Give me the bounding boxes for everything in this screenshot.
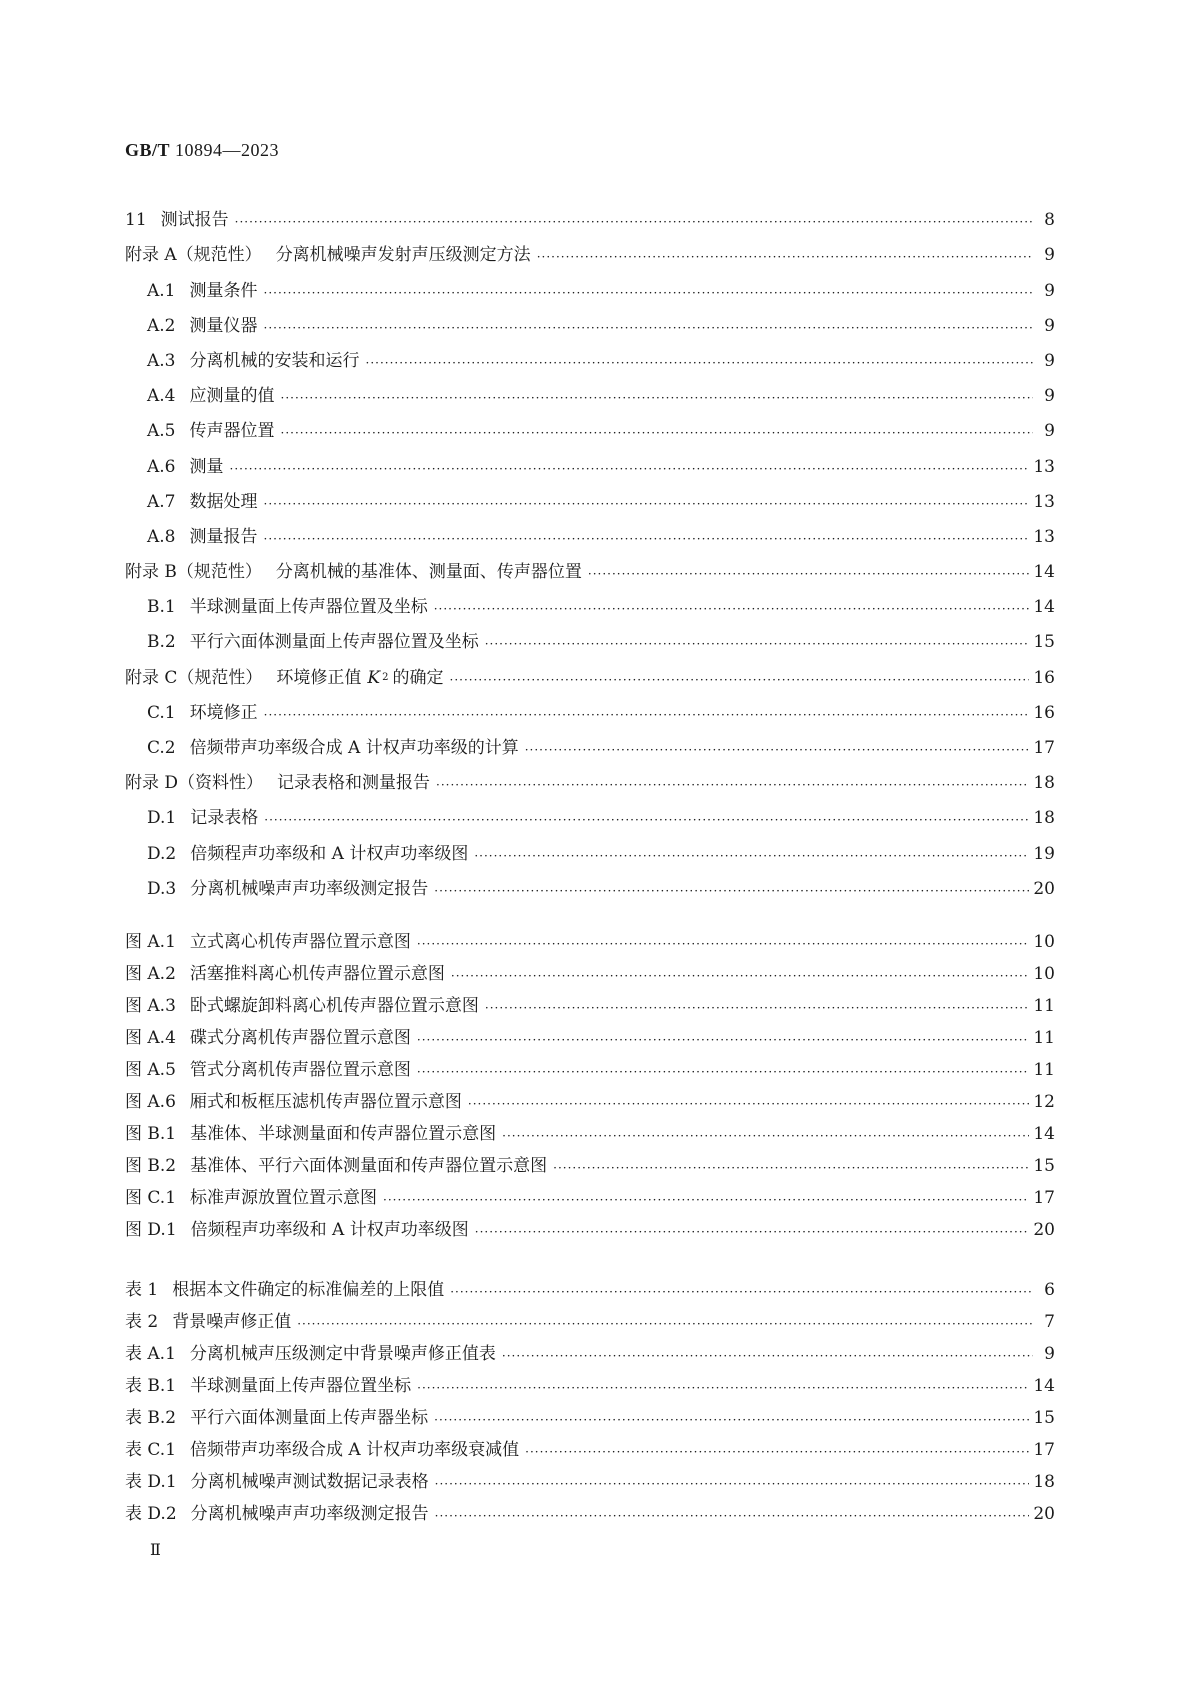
toc-entry-title: 测量条件: [189, 280, 258, 301]
toc-entry-number: A.7: [147, 491, 176, 512]
toc-entry-label: [147, 808, 258, 828]
table-entry-page: 14: [1033, 1376, 1055, 1396]
toc-entry[interactable]: [125, 230, 1055, 265]
figure-entry-page: 20: [1033, 1220, 1055, 1240]
toc-entry-label: [125, 562, 582, 582]
figure-entry[interactable]: [125, 920, 1055, 952]
toc-entry-label: [125, 210, 229, 230]
page-number: Ⅱ: [150, 1540, 161, 1559]
figure-entry[interactable]: [125, 1208, 1055, 1240]
table-entry-label: [125, 1344, 496, 1364]
toc-entry[interactable]: [125, 441, 1055, 476]
toc-entry-title: 测量报告: [189, 526, 258, 547]
figure-entry-label: [125, 1220, 469, 1240]
dot-leader: [434, 1412, 1029, 1428]
table-entry-label: [125, 1440, 519, 1460]
dot-leader: [264, 812, 1029, 828]
dot-leader: [475, 1224, 1030, 1240]
figure-entry-title: 卧式螺旋卸料离心机传声器位置示意图: [189, 996, 479, 1016]
dot-leader: [417, 1380, 1029, 1396]
toc-entry-number: C.2: [147, 738, 176, 758]
dot-leader: [417, 1064, 1029, 1080]
figure-entry-page: 15: [1033, 1156, 1055, 1176]
toc-entry-title: 半球测量面上传声器位置及坐标: [189, 597, 428, 618]
table-entry-label: [125, 1376, 411, 1396]
dot-leader: [451, 968, 1029, 984]
figure-entry-number: 图 A.3: [125, 996, 176, 1016]
dot-leader: [264, 320, 1034, 336]
toc-entry-title: 倍频程声功率级和 A 计权声功率级图: [190, 843, 469, 864]
table-entry-page: 9: [1044, 1344, 1055, 1364]
dot-leader: [434, 601, 1030, 617]
dot-leader: [502, 1128, 1029, 1144]
toc-entry[interactable]: [125, 723, 1055, 758]
toc-entry[interactable]: [125, 265, 1055, 300]
figure-entry-title: 倍频程声功率级和 A 计权声功率级图: [190, 1220, 469, 1240]
figure-entry-number: 图 B.1: [125, 1124, 177, 1144]
figure-entry-title: 活塞推料离心机传声器位置示意图: [189, 964, 445, 984]
toc-entry-label: [147, 386, 275, 406]
toc-entry-title: 数据处理: [189, 491, 258, 512]
toc-entry-label: [147, 844, 468, 864]
figure-entry-number: 图 A.4: [125, 1028, 176, 1048]
toc-entry-number: 11: [125, 210, 147, 231]
toc-entry-number: A.5: [147, 421, 176, 442]
toc-entry-label: [125, 773, 430, 793]
figure-entry-label: [125, 1156, 547, 1176]
toc-entry-title: 分离机械的安装和运行: [189, 350, 360, 371]
figure-entry-page: 11: [1033, 1060, 1055, 1080]
toc-entry-number: 附录 A（规范性）: [125, 245, 262, 266]
toc-entry-title: 平行六面体测量面上传声器位置及坐标: [189, 632, 479, 653]
toc-entry-number: 附录 B（规范性）: [125, 562, 262, 583]
toc-entry[interactable]: [125, 758, 1055, 793]
dot-leader: [525, 1444, 1029, 1460]
toc-entry-number: A.6: [147, 456, 176, 477]
figure-entry-page: 17: [1033, 1188, 1055, 1208]
table-entry[interactable]: [125, 1268, 1055, 1300]
toc-entry-number: A.2: [147, 315, 176, 336]
figure-entry-label: [125, 964, 445, 984]
dot-leader: [297, 1316, 1033, 1332]
table-entry-label: [125, 1408, 428, 1428]
table-entry-label: [125, 1504, 429, 1524]
figure-entry-number: 图 D.1: [125, 1220, 177, 1240]
toc-entry-number: A.1: [147, 280, 176, 301]
dot-leader: [417, 1032, 1029, 1048]
figure-entry-page: 11: [1033, 1028, 1055, 1048]
dot-leader: [485, 636, 1030, 652]
toc-entry-label: [125, 668, 444, 688]
figure-entry-page: 11: [1033, 996, 1055, 1016]
dot-leader: [366, 355, 1034, 371]
toc-entry-title-suffix: 的确定: [392, 667, 444, 688]
figure-entry-title: 基准体、半球测量面和传声器位置示意图: [190, 1124, 497, 1144]
toc-entry-number: D.2: [147, 843, 177, 864]
dot-leader: [230, 461, 1030, 477]
table-entry-number: 表 D.2: [125, 1504, 177, 1524]
figure-entry-label: [125, 1124, 496, 1144]
toc-entry-page: 13: [1033, 491, 1055, 512]
standard-number: 10894—2023: [175, 140, 280, 160]
table-entry-page: 18: [1033, 1472, 1055, 1492]
dot-leader: [436, 777, 1029, 793]
toc-entry-number: B.1: [147, 597, 176, 618]
table-of-contents: [125, 195, 1055, 899]
toc-entry[interactable]: [125, 195, 1055, 230]
figure-entry-number: 图 A.1: [125, 932, 176, 952]
table-entry-number: 表 C.1: [125, 1440, 177, 1460]
dot-leader: [502, 1348, 1033, 1364]
figure-entry-number: 图 C.1: [125, 1188, 177, 1208]
figure-entry-title: 立式离心机传声器位置示意图: [189, 932, 411, 952]
table-entry-title: 倍频带声功率级合成 A 计权声功率级衰减值: [190, 1440, 520, 1460]
toc-entry-page: 9: [1044, 280, 1055, 301]
toc-entry[interactable]: [125, 371, 1055, 406]
toc-entry-number: D.3: [147, 878, 177, 899]
table-entry-number: 表 1: [125, 1280, 159, 1300]
table-entry[interactable]: [125, 1492, 1055, 1524]
table-entry-page: 6: [1044, 1280, 1055, 1300]
toc-entry-number: A.4: [147, 386, 176, 407]
dot-leader: [281, 425, 1034, 441]
dot-leader: [435, 1476, 1030, 1492]
dot-leader: [264, 285, 1034, 301]
toc-entry-label: [147, 527, 258, 547]
table-entry[interactable]: [125, 1364, 1055, 1396]
toc-entry-number: D.1: [147, 808, 177, 829]
toc-entry-label: [125, 245, 531, 265]
toc-entry-symbol: K: [367, 667, 381, 688]
table-entry[interactable]: [125, 1396, 1055, 1428]
toc-entry-label: [147, 738, 519, 758]
table-entry[interactable]: [125, 1332, 1055, 1364]
toc-entry-page: 14: [1033, 562, 1055, 583]
toc-entry[interactable]: [125, 547, 1055, 582]
table-entry-title: 背景噪声修正值: [172, 1312, 292, 1332]
figure-entry[interactable]: [125, 1048, 1055, 1080]
toc-entry-page: 17: [1033, 738, 1055, 758]
toc-entry-title: 测量仪器: [189, 315, 258, 336]
toc-entry-page: 9: [1044, 245, 1055, 266]
figure-entry-page: 10: [1033, 964, 1055, 984]
figure-entry-page: 12: [1033, 1092, 1055, 1112]
dot-leader: [537, 249, 1033, 265]
figure-entry-title: 碟式分离机传声器位置示意图: [189, 1028, 411, 1048]
table-entry-number: 表 2: [125, 1312, 159, 1332]
toc-entry-number: A.3: [147, 350, 176, 371]
table-entry-title: 平行六面体测量面上传声器坐标: [190, 1408, 429, 1428]
toc-entry-label: [147, 457, 224, 477]
toc-entry-page: 9: [1044, 421, 1055, 442]
toc-entry-label: [147, 281, 258, 301]
toc-entry-page: 20: [1033, 878, 1055, 899]
toc-entry-title: 测试报告: [160, 210, 229, 231]
toc-entry-label: [147, 316, 258, 336]
table-entry-title: 根据本文件确定的标准偏差的上限值: [172, 1280, 445, 1300]
toc-entry[interactable]: [125, 336, 1055, 371]
figure-entry[interactable]: [125, 1144, 1055, 1176]
figure-entry-label: [125, 1092, 462, 1112]
dot-leader: [434, 883, 1029, 899]
figure-entry-page: 10: [1033, 932, 1055, 952]
dot-leader: [485, 1000, 1029, 1016]
toc-entry-page: 15: [1033, 632, 1055, 653]
figure-entry-label: [125, 1028, 411, 1048]
figure-entry-number: 图 A.2: [125, 964, 176, 984]
toc-entry-label: [147, 421, 275, 441]
table-entry-title: 分离机械声压级测定中背景噪声修正值表: [189, 1344, 496, 1364]
table-entry[interactable]: [125, 1300, 1055, 1332]
toc-entry-title: 传声器位置: [189, 421, 275, 442]
table-entry-label: [125, 1312, 291, 1332]
dot-leader: [450, 1284, 1033, 1300]
toc-entry-title: 分离机械噪声发射声压级测定方法: [275, 245, 531, 266]
toc-entry-title: 环境修正: [189, 702, 258, 723]
dot-leader: [553, 1160, 1029, 1176]
toc-entry-number: C.1: [147, 702, 176, 723]
toc-entry-title: 记录表格: [190, 808, 259, 829]
figure-entry-page: 14: [1033, 1124, 1055, 1144]
toc-entry-title: 分离机械噪声声功率级测定报告: [190, 878, 429, 899]
dot-leader: [264, 707, 1030, 723]
figure-entry-title: 管式分离机传声器位置示意图: [189, 1060, 411, 1080]
dot-leader: [417, 936, 1029, 952]
toc-entry-subscript: 2: [382, 671, 389, 683]
toc-entry-page: 8: [1044, 210, 1055, 231]
figure-entry-title: 厢式和板框压滤机传声器位置示意图: [189, 1092, 462, 1112]
toc-entry[interactable]: [125, 512, 1055, 547]
table-entry-number: 表 B.1: [125, 1376, 177, 1396]
table-entry-label: [125, 1280, 444, 1300]
list-of-figures: [125, 920, 1055, 1240]
toc-entry-page: 13: [1033, 526, 1055, 547]
dot-leader: [588, 566, 1029, 582]
figure-entry-number: 图 B.2: [125, 1156, 177, 1176]
standard-code: GB/T: [125, 140, 171, 160]
dot-leader: [281, 390, 1034, 406]
dot-leader: [435, 1508, 1030, 1524]
list-of-tables: [125, 1268, 1055, 1524]
table-entry-page: 17: [1033, 1440, 1055, 1460]
figure-entry-label: [125, 996, 479, 1016]
figure-entry[interactable]: [125, 1016, 1055, 1048]
table-entry-label: [125, 1472, 429, 1492]
toc-entry[interactable]: [125, 652, 1055, 687]
toc-entry-title: 测量: [189, 456, 224, 477]
dot-leader: [235, 214, 1033, 230]
toc-entry-page: 9: [1044, 315, 1055, 336]
dot-leader: [264, 531, 1030, 547]
toc-entry[interactable]: [125, 582, 1055, 617]
figure-entry[interactable]: [125, 1112, 1055, 1144]
figure-entry-number: 图 A.5: [125, 1060, 176, 1080]
table-entry-page: 20: [1033, 1504, 1055, 1524]
table-entry-title: 分离机械噪声测试数据记录表格: [190, 1472, 429, 1492]
toc-entry-number: A.8: [147, 526, 176, 547]
table-entry[interactable]: [125, 1460, 1055, 1492]
toc-entry-page: 16: [1033, 667, 1055, 688]
toc-entry-title: 倍频带声功率级合成 A 计权声功率级的计算: [189, 738, 519, 758]
dot-leader: [474, 848, 1029, 864]
table-entry-number: 表 A.1: [125, 1344, 176, 1364]
toc-entry-label: [147, 879, 428, 899]
toc-entry-title: 分离机械的基准体、测量面、传声器位置: [275, 562, 582, 583]
figure-entry[interactable]: [125, 1176, 1055, 1208]
toc-entry[interactable]: [125, 793, 1055, 828]
toc-entry[interactable]: [125, 406, 1055, 441]
toc-entry[interactable]: [125, 688, 1055, 723]
toc-entry-page: 13: [1033, 456, 1055, 477]
toc-entry-number: 附录 D（资料性）: [125, 773, 264, 794]
toc-entry-title: 应测量的值: [189, 386, 275, 407]
toc-entry-page: 18: [1033, 808, 1055, 829]
toc-entry-page: 9: [1044, 386, 1055, 407]
figure-entry-number: 图 A.6: [125, 1092, 176, 1112]
dot-leader: [525, 742, 1030, 758]
toc-entry-page: 16: [1033, 702, 1055, 723]
figure-entry-label: [125, 1188, 377, 1208]
toc-entry-label: [147, 597, 428, 617]
figure-entry-label: [125, 1060, 411, 1080]
table-entry-title: 半球测量面上传声器位置坐标: [190, 1376, 412, 1396]
table-entry-title: 分离机械噪声声功率级测定报告: [190, 1504, 429, 1524]
toc-entry-label: [147, 492, 258, 512]
dot-leader: [468, 1096, 1029, 1112]
toc-entry-label: [147, 703, 258, 723]
toc-entry-label: [147, 632, 479, 652]
toc-entry[interactable]: [125, 828, 1055, 863]
figure-entry[interactable]: [125, 952, 1055, 984]
toc-entry-page: 14: [1033, 597, 1055, 618]
toc-entry-number: B.2: [147, 632, 176, 653]
toc-entry-page: 19: [1033, 843, 1055, 864]
toc-entry[interactable]: [125, 617, 1055, 652]
toc-entry-title: 环境修正值: [276, 667, 362, 688]
figure-entry-title: 基准体、平行六面体测量面和传声器位置示意图: [190, 1156, 548, 1176]
toc-entry[interactable]: [125, 864, 1055, 899]
toc-entry[interactable]: [125, 477, 1055, 512]
toc-entry-title: 记录表格和测量报告: [277, 773, 431, 794]
table-entry-number: 表 D.1: [125, 1472, 177, 1492]
figure-entry[interactable]: [125, 984, 1055, 1016]
toc-entry-number: 附录 C（规范性）: [125, 667, 263, 688]
table-entry[interactable]: [125, 1428, 1055, 1460]
figure-entry-label: [125, 932, 411, 952]
toc-entry-page: 18: [1033, 773, 1055, 794]
toc-entry[interactable]: [125, 301, 1055, 336]
toc-entry-label: [147, 351, 360, 371]
dot-leader: [450, 672, 1030, 688]
table-entry-page: 15: [1033, 1408, 1055, 1428]
standard-header: [125, 140, 279, 161]
figure-entry[interactable]: [125, 1080, 1055, 1112]
toc-entry-page: 9: [1044, 350, 1055, 371]
dot-leader: [383, 1192, 1029, 1208]
dot-leader: [264, 496, 1030, 512]
table-entry-number: 表 B.2: [125, 1408, 177, 1428]
figure-entry-title: 标准声源放置位置示意图: [190, 1188, 378, 1208]
table-entry-page: 7: [1044, 1312, 1055, 1332]
